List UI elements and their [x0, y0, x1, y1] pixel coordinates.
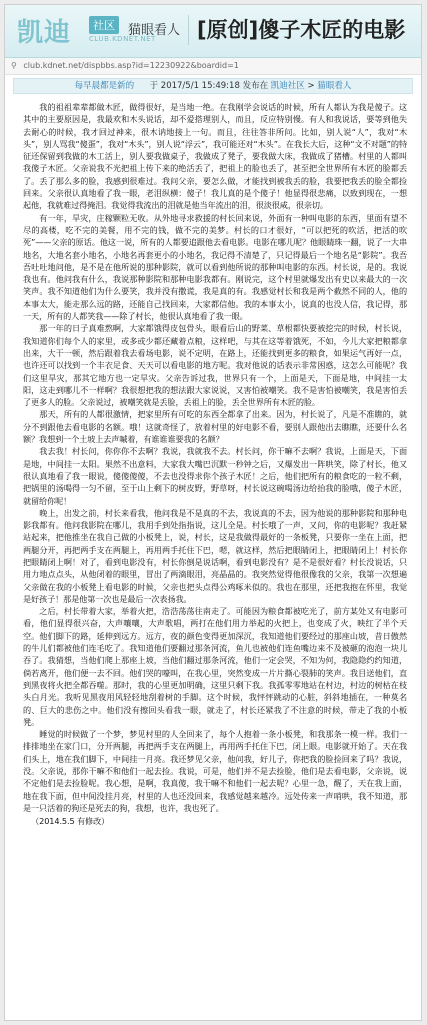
article-paragraph: 那一年的日子真难熬啊，大家都饿得皮包骨头，眼看后山的野菜、草根都快要被挖完的时候，村长说，我知道你们每个人的家里，或多或少都还藏着点粮，这样吧，与其在这等着饿死，不如，今儿大家把粮都拿出来，大干一顿，然后跟着我去看场电影，说不定明，在路上，还能找到更多的粮食，如果运气再好一点，也许还可以找到一个丰衣足食、天天可以看电影的地方呢。我对他说的话表示非常困惑，这怎么可能呢？我们这里旱灾，那其它地方也一定旱灾。父亲告诉过我，世界只有一个，上面是天，下面是地，中间挂一太阳，这走到哪儿不一样啊？我很想把我的想法跟大家说说，又害怕被嘲笑。我不是害怕被嘲笑，我是害怕丢了更多人的脸。父亲说过，被嘲笑就是丢脸，丢祖上的脸，丢全世界所有木匠的脸。 — [23, 323, 407, 408]
logo-tag: 社区 — [89, 16, 119, 34]
url-bar[interactable] — [5, 58, 421, 75]
article-signature: （2014.5.5 有修改） — [31, 816, 110, 827]
board-name[interactable]: 猫眼看人 — [128, 23, 181, 38]
post-meta-bar — [13, 78, 413, 94]
article-paragraph: 我的祖祖辈辈都做木匠，做得很好，是当地一绝。在我刚学会说话的时候，所有人都认为我是傻子。这其中的主要原因是，我最欢和木头说话，却不爱搭理别人，而且，反应特别慢。有人和我说话，要等到他失去耐心的时候，我才回过神来，很木讷地接上一句。而且，往往答非所问。比如，别人说“人”，我对“木头”，别人骂我“傻蛋”，我对“木头”，别人说“浮云”，我可能还对“木头”。在我长大后，这种“文不对题”的特征还保留到我做的木工活上，别人要我做桌子，我做成了凳子，要我做大床，我做成了猪槽。村里的人都叫我傻子木匠。父亲说我不光把祖上传下来的绝活丢了，把祖上的脸也丢了，甚至把全世界所有木匠的脸都丢了。丢了那么多的脸，我感到很难过。我问父亲，要怎么做，才能找到被我丢的脸，我要把我丢的脸全都捡回来。父亲很认真地看了我一眼，老泪纵横：傻子！我儿真的是个傻子！他显得很悲痛，以致到现在，一想起他，我就难过得掩泪。我觉得我流出的泪就是他当年流出的泪，很淡很咸，很亲切。 — [23, 102, 407, 211]
board-link[interactable]: 猫眼看人 — [317, 81, 352, 91]
article-paragraph: 我去我！村长问，你你你不去啊？我说，我就我不去。村长问，你干嘛不去啊？我说，上面是天，下面是地，中间挂一太阳。果然不出意料，大家我大嘴巴沉默一秒钟之后，又爆发出一阵哄笑，除了村长，他又很认真地看了我一眼说，傻傻傻傻，不去也没得求你个孩子木匠！之后，他们把所有的粮食吃的一粒不剩，把锅里的汤喝得一匀不留，至于山上剩下的树皮野，野草呀，村长说这碗喝汤边给抬我的脸哦，傻子木匠，就留给你呢！ — [23, 446, 407, 506]
site-header — [5, 5, 421, 58]
forum-page — [4, 4, 422, 1021]
posted-in-label: 发布在 — [242, 81, 269, 91]
article-paragraph: 晚上，出发之前，村长来看我，他问我是不是真的不去，我说真的不去，因为他说的那种影院和那种电影我都有。他问我影院在哪儿，我用手到处指指说，这儿全是。村长哦了一声，又问，你的电影呢？我赶紧站起来，把他推坐在我自己做的小板凳上，说，村长，这是我做得最好的一条板凳，只要你一坐在上面，把两腿分开，再把两手支在两腿上，再用两手托住下巴，嗯，就这样，然后把眼睛闭上，把眼睛闭上！村长你把眼睛闭上啊！对了，看到电影没有，村长你倒是说话啊，看到电影没有？是不是很好看？村长没说话，只用力地点点头，从他闭着的眼里，冒出了两滴眼泪，亮晶晶的。我突然觉得他很像我的父亲，我第一次想遍父亲做在我的小板凳上看电影的时候，父亲也把头点得公鸡啄米似的。我也在那里，还把我抱在怀里，我觉是好孩子！那是他第一次也是最后一次表扬我。 — [23, 507, 407, 604]
post-datetime: 2017/5/1 15:49:18 — [160, 81, 240, 91]
article-paragraph: 有一年，旱灾，庄稼颗粒无收。从外地寻求救援的村长回来说，外面有一种叫电影的东西，里面有望不尽的高楼，吃不完的美餐，用不完的钱，做不完的美梦。村长的口才很好，“可以把死的吹活，把活的吹死”——父亲的原话。他这一说，所有的人都要追跟他去看电影。电影在哪儿呢？他眼睛珠一翻，说了一大串地名，大地名套小地名，小地名再套更小的小地名，我记得不清楚了，只记得最后一个地名是“影院”。我吾吾吐吐地问他，是不是在他所说的那种影院，就可以看到他所说的那种叫电影的东西。村长说，是的。我说我也有。他问我有什么，我说那种影院和那种电影我都有。刚说完，这个村里就爆发出有史以来最大的一次笑声。我不知道他们为什么要笑，我并没有撒谎，我是真的有。我感觉村长和我是两个截然不同的人，他的本事太大，能走那么远的路，还能自己找回来，大家都信他。我的本事太小，说真的也没人信，我记得，那一天，所有的人都笑我——除了村长，他很认真地看了我一眼。 — [23, 212, 407, 322]
article-paragraph: 那天，所有的人都很激情，把家里所有可吃的东西全都拿了出来。因为，村长说了，凡是不准瞧的，就分不到跟他去看电影的名额。哦！这就奇怪了，放着村里的好电影不看，要别人跟他出去瞧瞧，还要什么名额？我想到一个土坡上去声嘁着，有谁谁谁要我的名额？ — [23, 409, 407, 445]
article-body — [23, 101, 407, 828]
lock-icon: ⚲ — [11, 61, 17, 70]
article-paragraph: 之后，村长带着大家，举着火把，浩浩荡荡往南走了。可能因为粮食都被吃光了，前方某处又有电影可看，他们显得很兴奋，大声嚷嚷，大声歌唱，两打在他们用力举起的火把上，也变成了火，映红了半个天空。他们脚下的路，延伸到远方。远方，夜的颜色变得更加深沉，我知道他们要经过的那座山坡，昔日傲然的牛儿们都被他们连毛吃了。我知道他们要翻过那条河流，鱼儿也被他们连鱼嘴边来不及被砸的泡泡一块儿吞了。我猜想，当他们爬上那座上坡，当他们翻过那条河流，他们一定会哭，不知为何，我隐隐约约知道，倘若离开，他们便一去不回。他们哭的嚎叫，在我心里，突然变成一片片撕心裂肺的笑声。我目送他们，直到黑夜将火把全都吞噬。那时，我的心里更加明确，这里只剩下我。我孤零零地站在村边，村边的树枯在枝头白月光。我听见黑夜用风轻轻地刮着树的手脚。这个时候，我怦怦跳动的心脏，斜斜地插在，一种莫名的、巨大的悲伤之中。他们没有擦回头看我一眼，就走了，村长还紧我了不注意的时候，带走了我的小板凳。 — [23, 606, 407, 727]
page-title: [原创]傻子木匠的电影 — [197, 18, 406, 42]
header-divider — [188, 15, 189, 45]
author-link[interactable]: 每早晨都是新的 — [74, 81, 135, 91]
posted-prefix: 于 — [149, 81, 159, 91]
logo-url-text: CLUB.KDNET.NET — [89, 35, 156, 43]
site-logo[interactable]: 凯迪 — [17, 18, 72, 48]
url-text: club.kdnet.net/dispbbs.asp?id=12230922&boardid=1 — [23, 61, 239, 70]
article-paragraph: 睡觉的时候做了一个梦，梦见村里的人全回来了，每个人抱着一条小板凳，和我那条一模一样。我们一排排地坐在家门口，分开两腿，再把两手支在两腿上，再用两手托住下巴，闭上眼。电影就开始了。天在我们头上，地在我们脚下，中间挂一月亮。我还梦见父亲，他问我，好儿子，你把我的脸捡回来了吗？我说，没。父亲说，那你干嘛不和他们一起去捡。我说，可是，他们并不是去捡脸，他们是去看电影，父亲说，说不定他们是去捡脸呢。我心想，是啊，我真傻，我干嘛不和他们一起去呢？心里一急，醒了，天在我上面，地在我下面，但中间没挂月亮，村里的人也还没回来，我感觉越来越冷。远处传来一声哨哄，我不知道，那是一只活着的狗还是死去的狗，我想，也许，我也死了。 — [23, 729, 407, 813]
community-link[interactable]: 凯迪社区 — [270, 81, 305, 91]
breadcrumb-separator: > — [307, 81, 315, 91]
